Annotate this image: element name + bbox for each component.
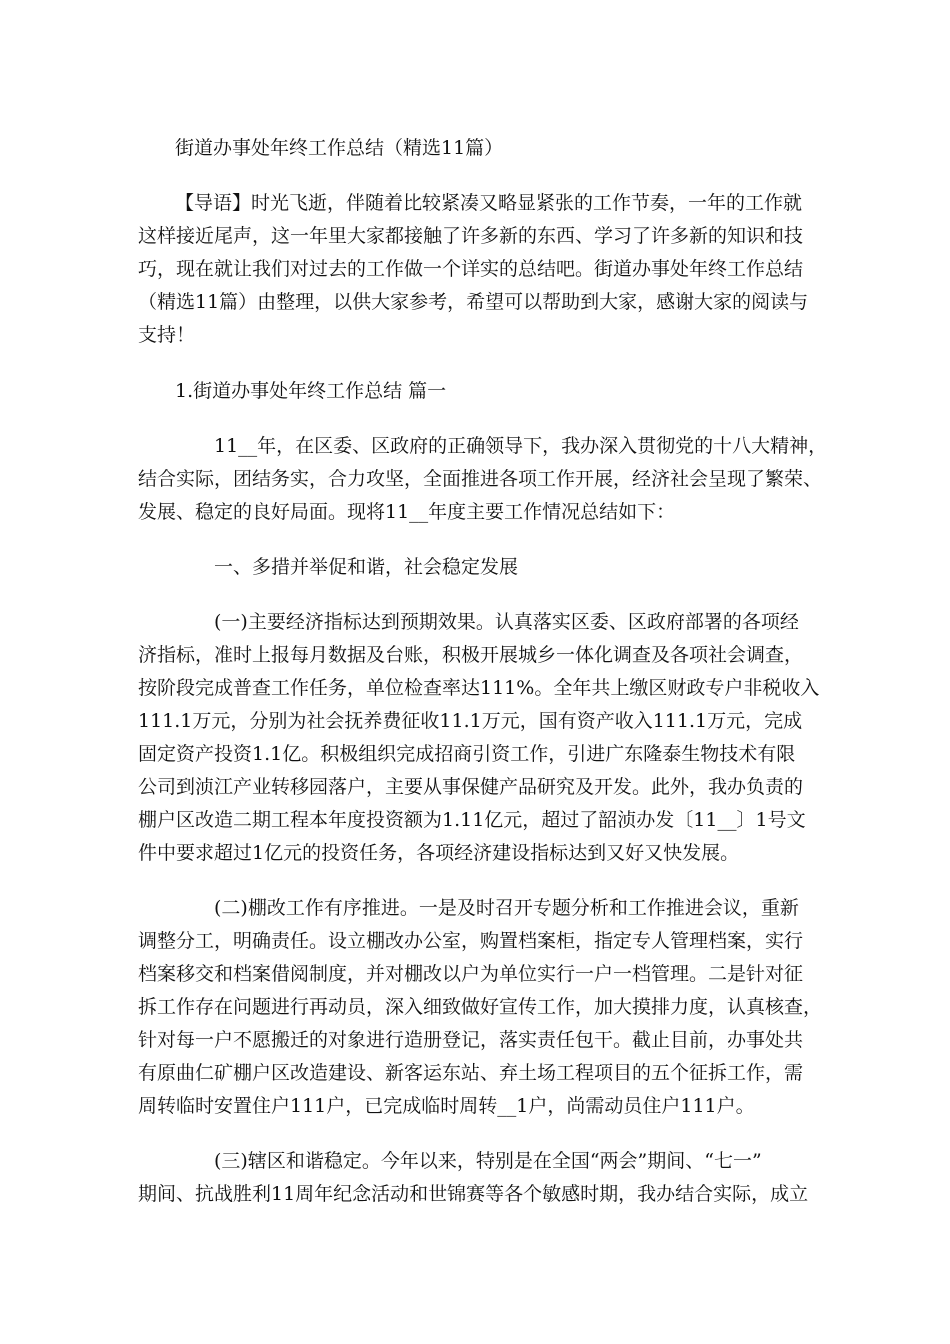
paragraph-line: 拆工作存在问题进行再动员，深入细致做好宣传工作，加大摸排力度，认真核查， [138, 996, 823, 1018]
intro-line: （精选11篇）由整理，以供大家参考，希望可以帮助到大家，感谢大家的阅读与 [138, 291, 809, 313]
paragraph-line: 档案移交和档案借阅制度，并对棚改以户为单位实行一户一档管理。二是针对征 [138, 963, 804, 985]
paragraph-line: 棚户区改造二期工程本年度投资额为1.11亿元，超过了韶浈办发〔11__〕1号文 [138, 809, 806, 831]
opening-line: 结合实际，团结务实，合力攻坚，全面推进各项工作开展，经济社会呈现了繁荣、 [138, 468, 823, 490]
paragraph-line: 济指标，准时上报每月数据及台账，积极开展城乡一体化调查及各项社会调查， [138, 644, 804, 666]
intro-line: 这样接近尾声，这一年里大家都接触了许多新的东西、学习了许多新的知识和技 [138, 225, 804, 247]
paragraph-line: (二)棚改工作有序推进。一是及时召开专题分析和工作推进会议，重新 [214, 897, 799, 919]
paragraph-line: 调整分工，明确责任。设立棚改办公室，购置档案柜，指定专人管理档案，实行 [138, 930, 804, 952]
opening-line: 发展、稳定的良好局面。现将11__年度主要工作情况总结如下： [138, 501, 676, 523]
paragraph-line: 周转临时安置住户111户，已完成临时周转__1户，尚需动员住户111户。 [138, 1095, 755, 1117]
intro-line: 巧，现在就让我们对过去的工作做一个详实的总结吧。街道办事处年终工作总结 [138, 258, 804, 280]
paragraph-line: 件中要求超过1亿元的投资任务，各项经济建设指标达到又好又快发展。 [138, 842, 740, 864]
paragraph-line: (一)主要经济指标达到预期效果。认真落实区委、区政府部署的各项经 [214, 611, 799, 633]
paragraph-line: (三)辖区和谐稳定。今年以来，特别是在全国“两会”期间、“七一” [214, 1150, 762, 1172]
intro-line: 支持！ [138, 324, 196, 346]
paragraph-line: 期间、抗战胜利11周年纪念活动和世锦赛等各个敏感时期，我办结合实际，成立 [138, 1183, 809, 1205]
subheading: 一、多措并举促和谐，社会稳定发展 [214, 556, 519, 578]
opening-line: 11__年，在区委、区政府的正确领导下，我办深入贯彻党的十八大精神， [214, 435, 828, 457]
paragraph-line: 公司到浈江产业转移园落户，主要从事保健产品研究及开发。此外，我办负责的 [138, 776, 804, 798]
paragraph-line: 111.1万元，分别为社会抚养费征收11.1万元，国有资产收入111.1万元，完成 [138, 710, 803, 732]
paragraph-line: 有原曲仁矿棚户区改造建设、新客运东站、弃土场工程项目的五个征拆工作，需 [138, 1062, 804, 1084]
document-title: 街道办事处年终工作总结（精选11篇） [175, 137, 504, 159]
paragraph-line: 按阶段完成普查工作任务，单位检查率达111%。全年共上缴区财政专户非税收入 [138, 677, 820, 699]
section-heading: 1.街道办事处年终工作总结 篇一 [175, 380, 447, 402]
paragraph-line: 针对每一户不愿搬迁的对象进行造册登记，落实责任包干。截止目前，办事处共 [138, 1029, 804, 1051]
intro-line: 【导语】时光飞逝，伴随着比较紧凑又略显紧张的工作节奏，一年的工作就 [175, 192, 803, 214]
paragraph-line: 固定资产投资1.1亿。积极组织完成招商引资工作，引进广东隆泰生物技术有限 [138, 743, 796, 765]
